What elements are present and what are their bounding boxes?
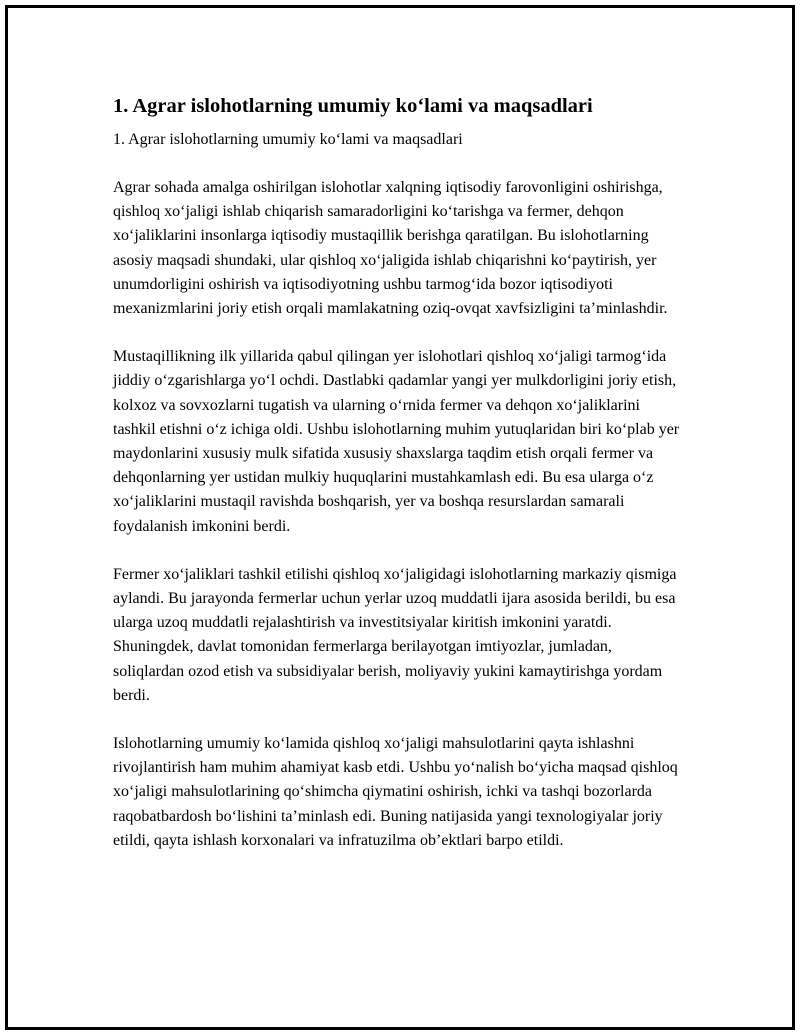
document-body <box>113 91 685 853</box>
paragraph-4: Islohotlarning umumiy ko‘lamida qishloq xo‘jaligi mahsulotlarini qayta ishlashni rivojlantirish ham muhim ahamiyat kasb etdi. Ushbu yo‘nalish bo‘yicha maqsad qishloq xo‘jaligi mahsulotlarining qo‘shimcha qiymatini oshirish, ichki va tashqi bozorlarda raqobatbardosh bo‘lishini ta’minlash edi. Buning natijasida yangi texnologiyalar joriy etildi, qayta ishlash korxonalari va infratuzilma ob’ektlari barpo etildi. <box>113 735 678 849</box>
paragraph-1: Agrar sohada amalga oshirilgan islohotlar xalqning iqtisodiy farovonligini oshirishga, qishloq xo‘jaligi ishlab chiqarish samaradorligini ko‘tarishga va fermer, dehqon xo‘jaliklarini insonlarga iqtisodiy mustaqillik berishga qaratilgan. Bu islohotlarning asosiy maqsadi shundaki, ular qishloq xo‘jaligida ishlab chiqarishni ko‘paytirish, yer unumdorligini oshirish va iqtisodiyotning ushbu tarmog‘ida bozor iqtisodiyoti mexanizmlarini joriy etish orqali mamlakatning oziq-ovqat xavfsizligini ta’minlashdir. <box>113 179 668 318</box>
paragraph-3: Fermer xo‘jaliklari tashkil etilishi qishloq xo‘jaligidagi islohotlarning markaziy qismiga aylandi. Bu jarayonda fermerlar uchun yerlar uzoq muddatli ijara asosida berildi, bu esa ularga uzoq muddatli rejalashtirish va investitsiyalar kiritish imkonini yaratdi. Shuningdek, davlat tomonidan fermerlarga berilayotgan imtiyozlar, jumladan, soliqlardan ozod etish va subsidiyalar berish, moliyaviy yukini kamaytirishga yordam berdi. <box>113 565 677 704</box>
paragraph-2: Mustaqillikning ilk yillarida qabul qilingan yer islohotlari qishloq xo‘jaligi tarmog‘ida jiddiy o‘zgarishlarga yo‘l ochdi. Dastlabki qadamlar yangi yer mulkdorligini joriy etish, kolxoz va sovxozlarni tugatish va ularning o‘rnida fermer va dehqon xo‘jaliklarini tashkil etishni o‘z ichiga oldi. Ushbu islohotlarning muhim yutuqlaridan biri ko‘plab yer maydonlarini xususiy mulk sifatida xususiy shaxslarga taqdim etish orqali fermer va dehqonlarning yer ustidan mulkiy huquqlarini mustahkamlash edi. Bu esa ularga o‘z xo‘jaliklarini mustaqil ravishda boshqarish, yer va boshqa resurslardan samarali foydalanish imkonini berdi. <box>113 348 680 535</box>
document-subtitle: 1. Agrar islohotlarning umumiy ko‘lami va maqsadlari <box>113 131 463 148</box>
document-heading: 1. Agrar islohotlarning umumiy ko‘lami va maqsadlari <box>113 95 593 117</box>
